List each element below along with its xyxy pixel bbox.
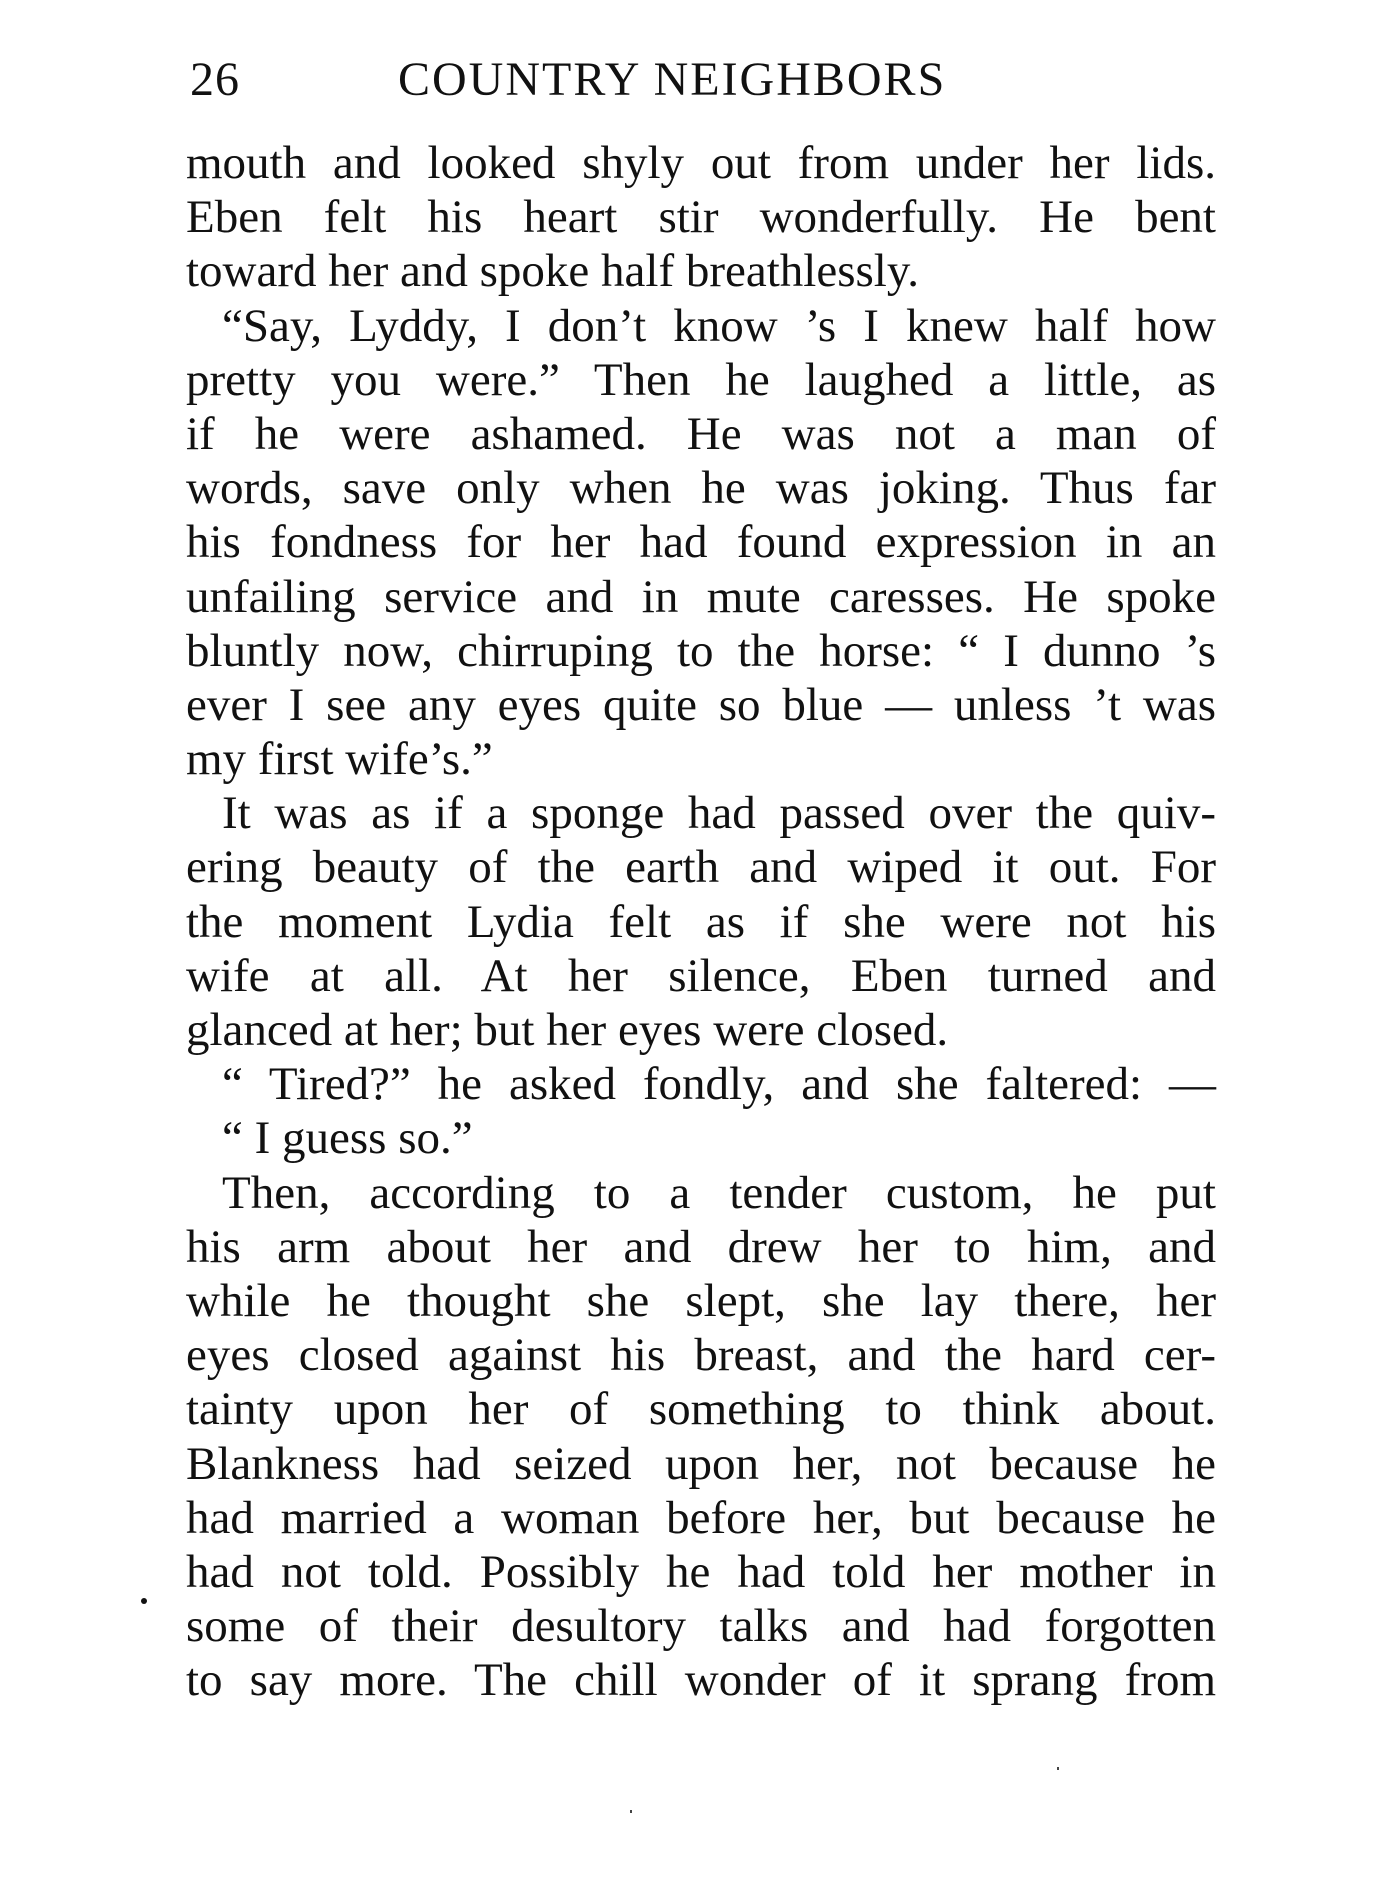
text-line: while he thought she slept, she lay there, her <box>186 1274 1216 1327</box>
text-line: had not told. Possibly he had told her mother in <box>186 1545 1216 1598</box>
text-line: Blankness had seized upon her, not because he <box>186 1437 1216 1490</box>
text-line: wife at all. At her silence, Eben turned and <box>186 949 1216 1002</box>
text-line: eyes closed against his breast, and the hard cer- <box>186 1329 1216 1382</box>
text-line: to say more. The chill wonder of it sprang from <box>186 1654 1216 1707</box>
text-line: tainty upon her of something to think about. <box>186 1383 1216 1436</box>
text-line: my first wife’s.” <box>186 733 493 786</box>
text-line: his fondness for her had found expression in an <box>186 516 1216 569</box>
page-number: 26 <box>190 53 240 106</box>
text-line: his arm about her and drew her to him, and <box>186 1220 1216 1273</box>
text-line: glanced at her; but her eyes were closed. <box>186 1004 949 1056</box>
margin-mark <box>141 1598 147 1604</box>
running-title: COUNTRY NEIGHBORS <box>398 53 947 106</box>
text-line: mouth and looked shyly out from under her lids. <box>186 137 1216 189</box>
text-line: “ I guess so.” <box>222 1112 473 1165</box>
text-line: bluntly now, chirruping to the horse: “ I dunno ’s <box>186 624 1216 677</box>
text-line: ever I see any eyes quite so blue — unless ’t was <box>186 678 1216 731</box>
text-line: pretty you were.” Then he laughed a little, as <box>186 353 1216 406</box>
text-line: It was as if a sponge had passed over the quiv- <box>222 787 1216 840</box>
text-line: had married a woman before her, but because he <box>186 1491 1216 1544</box>
text-line: unfailing service and in mute caresses. He spoke <box>186 570 1216 623</box>
running-head <box>190 52 1220 112</box>
text-line: some of their desultory talks and had forgotten <box>186 1600 1216 1653</box>
text-line: if he were ashamed. He was not a man of <box>186 407 1216 460</box>
text-line: words, save only when he was joking. Thus far <box>186 462 1216 515</box>
print-speck <box>1057 1767 1059 1770</box>
text-line: “ Tired?” he asked fondly, and she faltered: — <box>222 1058 1216 1111</box>
text-line: Eben felt his heart stir wonderfully. He bent <box>186 191 1216 244</box>
print-speck <box>630 1810 632 1813</box>
body-text <box>186 136 1216 1707</box>
text-line: ering beauty of the earth and wiped it out. For <box>186 841 1216 894</box>
text-line: Then, according to a tender custom, he put <box>222 1166 1216 1219</box>
text-line: “Say, Lyddy, I don’t know ’s I knew half how <box>222 299 1216 352</box>
text-line: toward her and spoke half breathlessly. <box>186 245 920 298</box>
text-line: the moment Lydia felt as if she were not his <box>186 895 1216 948</box>
